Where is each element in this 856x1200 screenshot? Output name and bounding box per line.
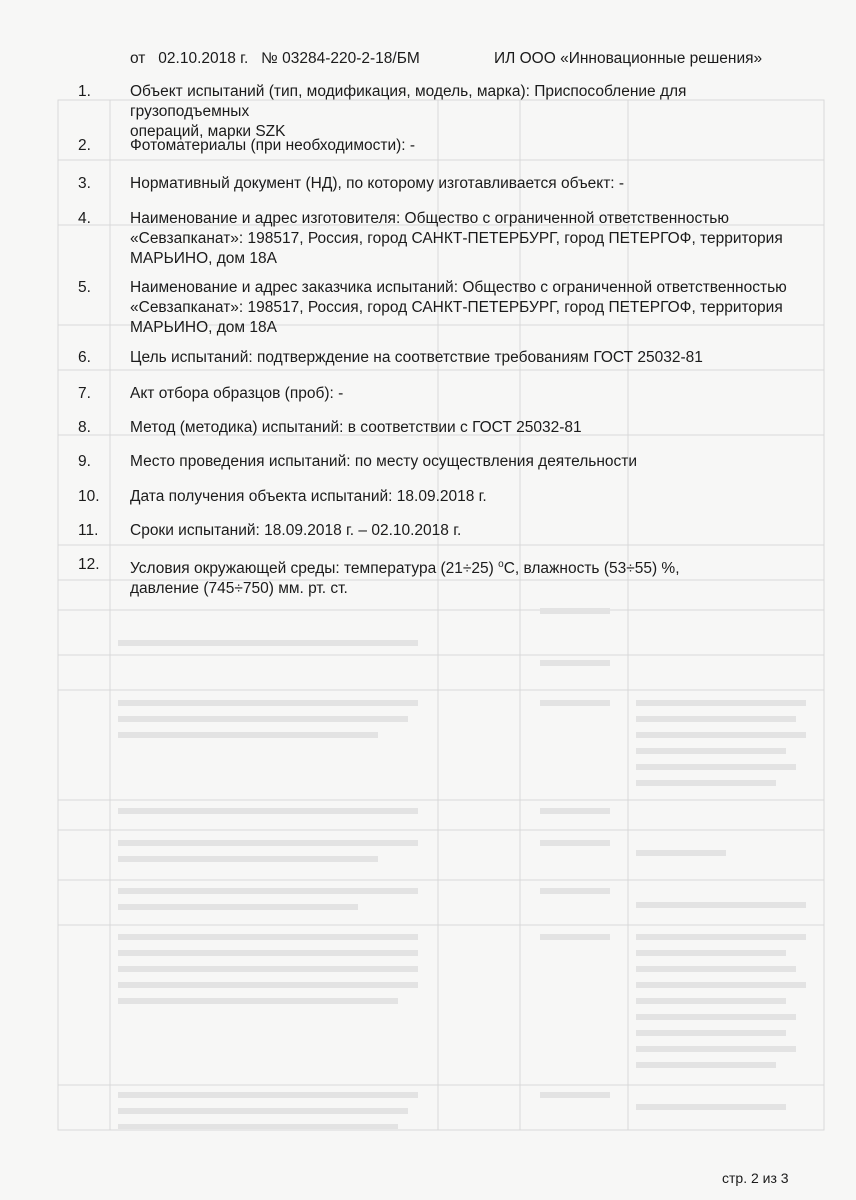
item-number: 3. bbox=[78, 175, 91, 192]
item-text: Наименование и адрес заказчика испытаний: Общество с ограниченной ответственностью «Севзапканат»: 198517, Россия, город САНКТ-ПЕТЕРБУРГ, город ПЕТЕРГОФ, территория МАРЬИНО, дом 18А bbox=[130, 279, 787, 336]
item-number: 9. bbox=[78, 453, 91, 470]
degree-mark: o bbox=[498, 559, 504, 570]
item-number: 1. bbox=[78, 83, 91, 100]
item-number: 2. bbox=[78, 137, 91, 154]
conditions-text-a: Условия окружающей среды: температура (21÷25) bbox=[130, 560, 499, 578]
item-number: 6. bbox=[78, 349, 91, 366]
item-text: Нормативный документ (НД), по которому изготавливается объект: - bbox=[130, 175, 625, 192]
conditions-text-b: C, влажность (53÷55) %, bbox=[503, 560, 680, 578]
item-number: 5. bbox=[78, 279, 91, 296]
item-number: 4. bbox=[78, 210, 91, 227]
report-date-number: от 02.10.2018 г. № 03284-220-2-18/БМ bbox=[130, 50, 420, 67]
item-number: 7. bbox=[78, 385, 91, 402]
item-number: 12. bbox=[78, 556, 100, 573]
item-text: Объект испытаний (тип, модификация, модель, марка): Приспособление для грузоподъемных операций, марки SZK bbox=[130, 83, 687, 140]
lab-organization: ИЛ ООО «Инновационные решения» bbox=[494, 50, 763, 67]
item-number: 11. bbox=[78, 522, 99, 539]
item-number: 10. bbox=[78, 488, 100, 505]
item-text: Акт отбора образцов (проб): - bbox=[130, 385, 344, 402]
item-text: Цель испытаний: подтверждение на соответствие требованиям ГОСТ 25032-81 bbox=[130, 349, 703, 366]
item-text: Место проведения испытаний: по месту осуществления деятельности bbox=[130, 453, 638, 470]
item-number: 8. bbox=[78, 419, 91, 436]
item-text: Метод (методика) испытаний: в соответствии с ГОСТ 25032-81 bbox=[130, 419, 582, 436]
item-text bbox=[130, 555, 790, 599]
item-text: Дата получения объекта испытаний: 18.09.2018 г. bbox=[130, 488, 487, 505]
conditions-text-c: давление (745÷750) мм. рт. ст. bbox=[130, 580, 348, 598]
page-number: стр. 2 из 3 bbox=[722, 1170, 789, 1186]
item-text: Наименование и адрес изготовителя: Общество с ограниченной ответственностью «Севзапканат»: 198517, Россия, город САНКТ-ПЕТЕРБУРГ, город ПЕТЕРГОФ, территория МАРЬИНО, дом 18А bbox=[130, 210, 783, 267]
item-text: Фотоматериалы (при необходимости): - bbox=[130, 137, 416, 154]
item-text: Сроки испытаний: 18.09.2018 г. – 02.10.2018 г. bbox=[130, 522, 462, 539]
